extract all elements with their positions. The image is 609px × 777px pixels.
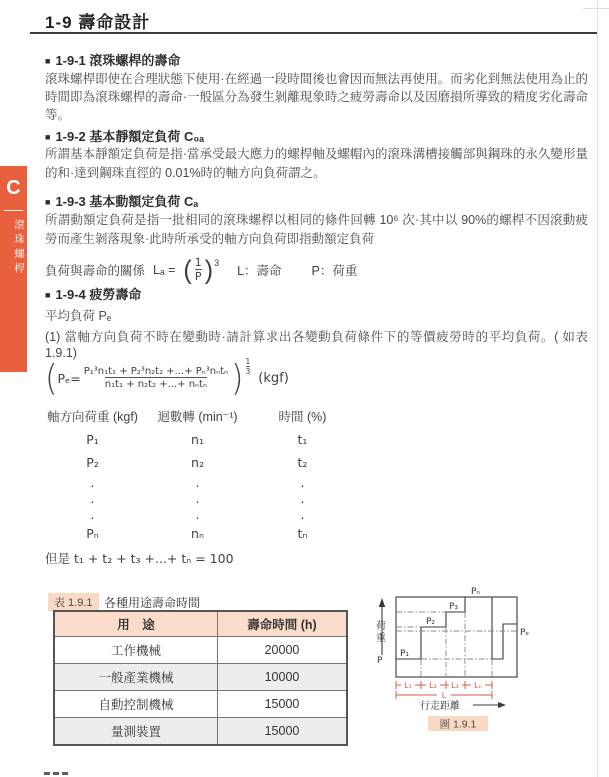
vars-cell: . — [90, 474, 95, 490]
cell-usage: 量測裝置 — [54, 718, 218, 746]
variable-row — [45, 428, 350, 451]
vars-cell: tₙ — [297, 526, 308, 541]
cell-hours: 10000 — [218, 664, 348, 691]
relation-legend-load: P：荷重 — [311, 264, 358, 278]
vars-cell: . — [90, 490, 95, 506]
page-number-cropped — [44, 772, 68, 775]
vars-cell: t₁ — [297, 432, 308, 447]
sidebar-divider — [4, 210, 23, 211]
cell-hours: 20000 — [218, 637, 348, 664]
load-life-relation: 負荷與壽命的關係 Lₐ = ( $\frac{1}{P}$ ) 3 L：壽命 P：荷重 — [45, 255, 358, 285]
y-origin-label: P — [377, 656, 383, 666]
section-heading-1-9-1 — [45, 50, 180, 69]
section-heading-text: 1-9-2 基本靜額定負荷 C₀ₐ — [55, 129, 205, 144]
title-rule — [30, 32, 597, 34]
vars-cell: t₂ — [297, 455, 308, 470]
column-header: 迴數轉 (min⁻¹) — [157, 409, 238, 424]
formula-fraction — [84, 366, 228, 390]
vars-cell: P₂ — [86, 455, 99, 470]
label-pn: Pₙ — [471, 587, 481, 597]
section-heading-text: 1-9-1 滾珠螺桿的壽命 — [55, 53, 181, 68]
variable-row-dots — [45, 490, 350, 506]
fraction-denominator: n₁t₁ + n₂t₂ +...+ nₙtₙ — [104, 379, 207, 390]
sidebar-tab-ballscrew — [0, 166, 27, 372]
variable-table-header — [45, 403, 350, 428]
vars-cell: . — [90, 506, 95, 522]
section-bullet-icon: ■ — [45, 290, 51, 300]
variable-row — [45, 451, 350, 474]
exponent-denominator: 3 — [245, 366, 251, 376]
vars-cell: n₂ — [191, 455, 204, 470]
vars-cell: nₙ — [191, 526, 204, 541]
vars-cell: . — [195, 506, 200, 522]
label-p2: P₂ — [426, 617, 436, 627]
vars-cell: Pₙ — [86, 526, 99, 541]
fraction-numerator: P₁³n₁t₁ + P₂³n₂t₂ +...+ Pₙ³nₙtₙ — [83, 366, 229, 377]
sidebar-section-letter: C — [6, 176, 21, 199]
relation-prefix: 負荷與壽命的關係 — [45, 264, 146, 278]
vars-cell: . — [300, 490, 305, 506]
table-row — [54, 718, 347, 746]
formula-lhs: Pₑ= — [57, 370, 81, 386]
digit-fragment — [53, 772, 59, 775]
section-heading-1-9-3 — [45, 191, 198, 210]
column-header: 用 途 — [54, 611, 218, 637]
paragraph-1-9-4-item1: (1) 當軸方向負荷不時在變動時·請計算求出各變動負荷條件下的等價疲勞時的平均負荷。( 如表 1.9.1) — [45, 330, 588, 360]
vars-cell: . — [195, 490, 200, 506]
formula-exponent — [246, 358, 251, 376]
cell-usage: 一般產業機械 — [54, 664, 218, 691]
fraction-numerator: 1 — [194, 256, 202, 269]
cell-usage: 工作機械 — [54, 637, 218, 664]
page-edge-line — [597, 0, 598, 777]
variable-table — [45, 403, 350, 545]
section-heading-1-9-2 — [45, 126, 204, 145]
fraction-denominator: P — [194, 270, 202, 283]
variable-row — [45, 522, 350, 545]
vars-cell: . — [195, 474, 200, 490]
figure-tag-text: 圖 1.9.1 — [439, 718, 477, 731]
table-header-row — [54, 611, 347, 637]
formula-unit: (kgf) — [258, 370, 289, 386]
mean-load-label: 平均負荷 Pₑ — [45, 309, 112, 323]
paragraph-1-9-3: 所謂動額定負荷是指一批相同的滾珠螺桿以相同的條件回轉 10⁶ 次·其中以 90%的螺桿不因滾動疲勞而產生剝落現象·此時所承受的軸方向負荷即指動額定負荷 — [45, 213, 588, 246]
column-header: 時間 (%) — [278, 409, 327, 424]
table-caption: 各種用途壽命時間 — [104, 596, 201, 610]
load-step-figure — [375, 583, 575, 743]
paragraph-1-9-1: 滾珠螺桿即使在合理狀態下使用·在經過一段時間後也會因而無法再使用。而劣化到無法使用為止的時間即為滾珠螺桿的壽命·一般區分為發生剝離現象時之疲勞壽命以及因磨損所導致的精度劣化壽命等。 — [45, 72, 588, 122]
page-title: 1-9 壽命設計 — [45, 13, 151, 32]
section-heading-1-9-4 — [45, 284, 141, 303]
section-heading-text: 1-9-4 疲勞壽命 — [55, 287, 142, 302]
x-axis-label: 行走距離 — [420, 701, 460, 712]
exponent-numerator: 1 — [245, 357, 251, 367]
table-tag-badge: 表 1.9.1 — [48, 593, 99, 611]
vars-cell: . — [300, 474, 305, 490]
relation-fraction — [195, 257, 202, 283]
time-sum-note: 但是 t₁ + t₂ + t₃ +...+ tₙ = 100 — [45, 551, 234, 566]
table-row — [54, 637, 347, 664]
column-header: 軸方向荷重 (kgf) — [47, 409, 138, 424]
relation-exponent: 3 — [214, 258, 220, 268]
label-pe: Pₑ — [520, 628, 530, 638]
section-bullet-icon: ■ — [45, 56, 51, 66]
label-p1: P₁ — [400, 649, 410, 659]
section-heading-text: 1-9-3 基本動額定負荷 Cₐ — [55, 194, 199, 209]
dim-ln: Lₙ — [474, 681, 482, 690]
vars-cell: . — [300, 506, 305, 522]
table-row — [54, 664, 347, 691]
variable-row-dots — [45, 474, 350, 490]
cell-hours: 15000 — [218, 691, 348, 718]
x-axis-arrowhead-icon — [498, 702, 506, 708]
vars-cell: P₁ — [86, 432, 99, 447]
dim-l3: L₃ — [451, 681, 459, 690]
paragraph-1-9-2: 所謂基本靜額定負荷是指·當承受最大應力的螺桿軸及螺帽內的滾珠溝槽接觸部與鋼珠的永久變形量的和·達到鋼珠直徑的 0.01%時的軸方向負荷謂之。 — [45, 147, 588, 180]
table-row — [54, 691, 347, 718]
y-axis-label-char1: 荷 — [376, 621, 386, 632]
digit-fragment — [62, 772, 68, 775]
vars-cell: n₁ — [191, 432, 204, 447]
relation-legend-life: L：壽命 — [237, 264, 282, 278]
y-axis-arrowhead-icon — [379, 598, 385, 607]
page-corner-line — [583, 8, 609, 9]
variable-row-dots — [45, 506, 350, 522]
cell-usage: 自動控制機械 — [54, 691, 218, 718]
relation-lhs: Lₐ = — [153, 263, 176, 277]
section-bullet-icon: ■ — [45, 132, 51, 142]
dim-total: L — [441, 691, 447, 700]
sidebar-label: 滾珠螺桿 — [13, 219, 25, 277]
dim-l2: L₂ — [429, 681, 437, 690]
digit-fragment — [44, 772, 50, 775]
dim-l1: L₁ — [404, 681, 412, 690]
life-time-table — [53, 610, 348, 746]
mean-load-formula: ( Pₑ= $\frac{\text{P₁³n₁t₁ + P₂³n₂t₂ +...+ Pₙ³nₙtₙ}}{\text{n₁t₁ + n₂t₂ +...+ nₙtₙ}}$ ) $\frac{1}{3}$ (kgf) — [45, 357, 289, 399]
label-p3: P₃ — [449, 602, 459, 612]
section-bullet-icon: ■ — [45, 197, 51, 207]
figure-canvas — [375, 583, 575, 738]
cell-hours: 15000 — [218, 718, 348, 746]
column-header: 壽命時間 (h) — [218, 611, 348, 637]
y-axis-label-char2: 重 — [376, 633, 386, 644]
